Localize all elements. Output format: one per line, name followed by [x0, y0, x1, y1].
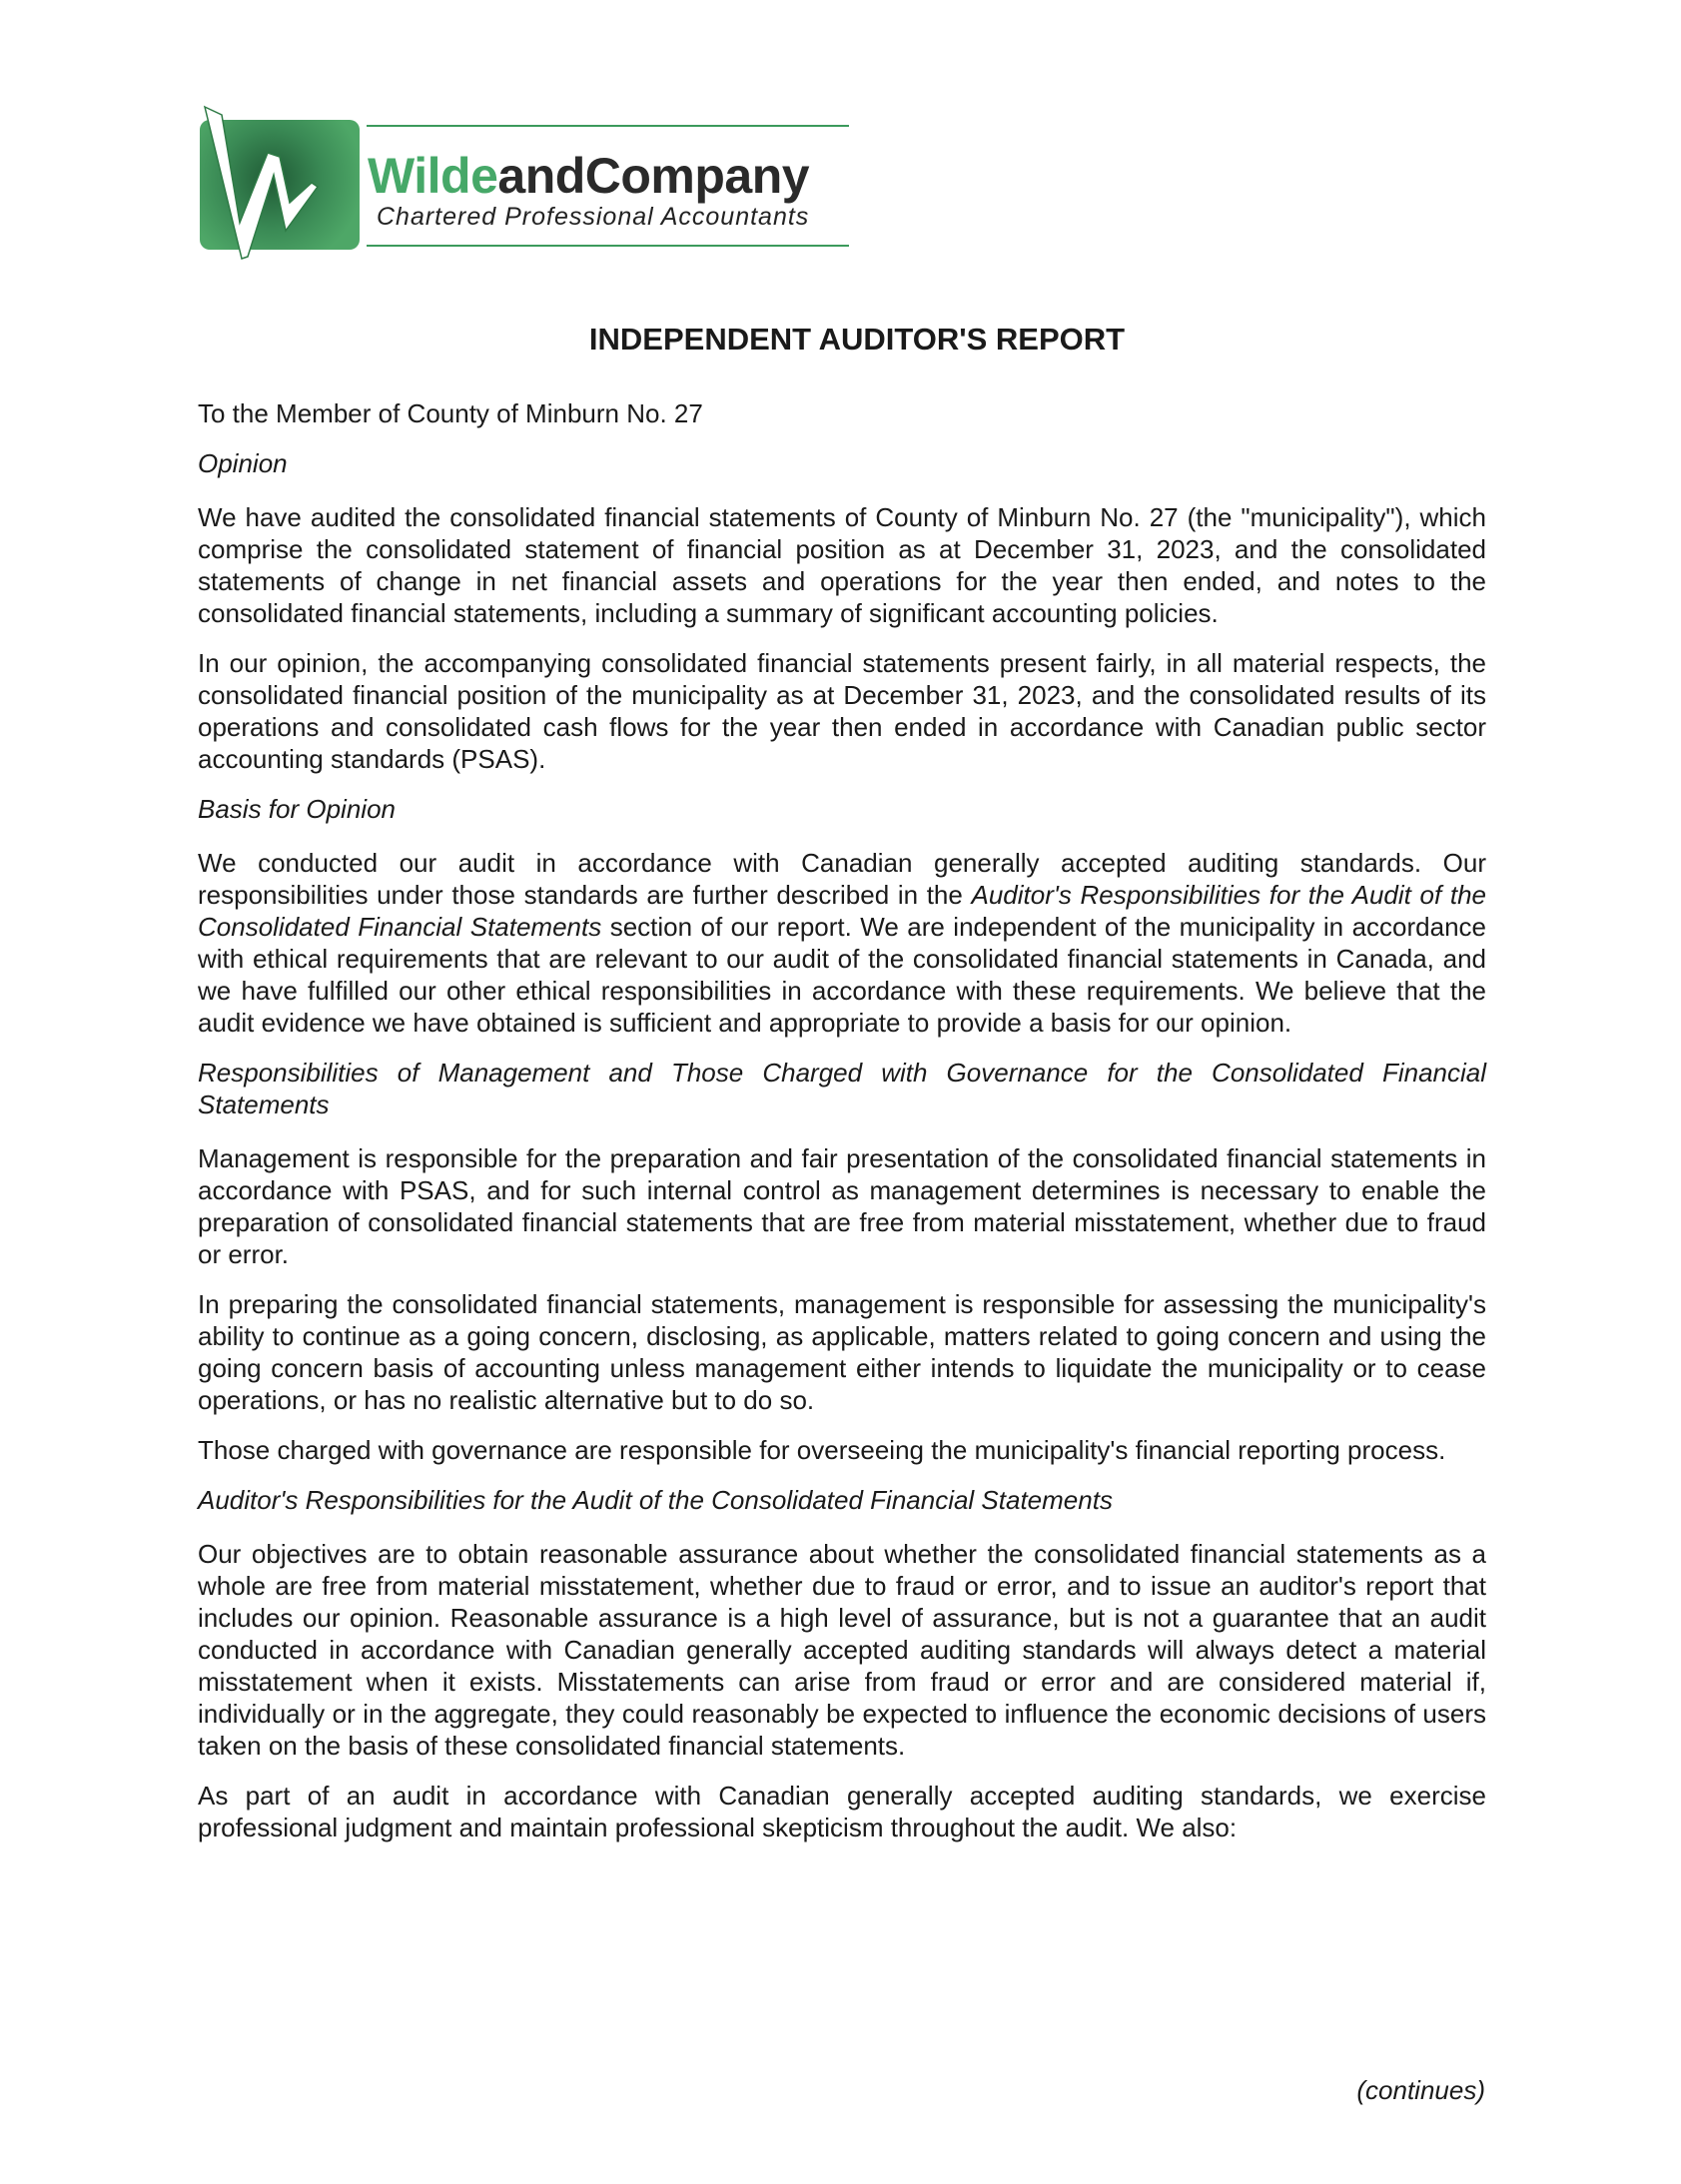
logo-subtitle: Chartered Professional Accountants [377, 203, 810, 231]
opinion-paragraph-1: We have audited the consolidated financial statements of County of Minburn No. 27 (the "municipality"), which comprise the consolidated statement of financial position as at December 31, 2023, and the consolidated statements of change in net financial assets and operations for the year then ended, and notes to the consolidated financial statements, including a summary of significant accounting policies. [198, 502, 1486, 628]
basis-text-italic: Auditor's Responsibilities for the Audit of the Consolidated Financial Statements [198, 880, 1486, 942]
addressee: To the Member of County of Minburn No. 27 [198, 398, 703, 428]
logo-name-wilde: Wilde [368, 148, 498, 204]
auditor-paragraph-2: As part of an audit in accordance with Canadian generally accepted auditing standards, we exercise professional judgment and maintain professional skepticism throughout the audit. We also: [198, 1781, 1486, 1842]
management-paragraph-2: In preparing the consolidated financial statements, management is responsible for assessing the municipality's ability to continue as a going concern, disclosing, as applicable, matters related to going concern and using the going concern basis of accounting unless management either intends to liquidate the municipality or to cease operations, or has no realistic alternative but to do so. [198, 1289, 1486, 1415]
auditor-paragraph-1: Our objectives are to obtain reasonable assurance about whether the consolidated financial statements as a whole are free from material misstatement, whether due to fraud or error, and to issue an auditor's report that includes our opinion. Reasonable assurance is a high level of assurance, but is not a guarantee that an audit conducted in accordance with Canadian generally accepted auditing standards will always detect a material misstatement when it exists. Misstatements can arise from fraud or error and are considered material if, individually or in the aggregate, they could reasonably be expected to influence the economic decisions of users taken on the basis of these consolidated financial statements. [198, 1539, 1486, 1761]
basis-text-a: We conducted our audit in accordance with Canadian generally accepted auditing standards. Our responsibilities under those standards are further described in the [198, 848, 1486, 910]
logo-name-company: andCompany [497, 148, 810, 204]
company-logo [200, 105, 859, 265]
management-paragraph-3: Those charged with governance are responsible for overseeing the municipality's financial reporting process. [198, 1435, 1446, 1465]
logo-bottom-rule [367, 245, 849, 247]
management-paragraph-1: Management is responsible for the preparation and fair presentation of the consolidated financial statements in accordance with PSAS, and for such internal control as management determines is necessary to enable the preparation of consolidated financial statements that are free from material misstatement, whether due to fraud or error. [198, 1143, 1486, 1269]
opinion-paragraph-2: In our opinion, the accompanying consolidated financial statements present fairly, in all material respects, the consolidated financial position of the municipality as at December 31, 2023, and the consolidated results of its operations and consolidated cash flows for the year then ended in accordance with Canadian public sector accounting standards (PSAS). [198, 648, 1486, 774]
continues-note: (continues) [1356, 2075, 1485, 2105]
auditor-heading: Auditor's Responsibilities for the Audit of the Consolidated Financial Statements [198, 1485, 1113, 1515]
management-heading: Responsibilities of Management and Those Charged with Governance for the Consolidated Financial Statements [198, 1058, 1486, 1119]
report-title: INDEPENDENT AUDITOR'S REPORT [588, 322, 1126, 357]
basis-heading: Basis for Opinion [198, 794, 396, 824]
opinion-heading: Opinion [198, 448, 288, 478]
report-body [198, 322, 1486, 1861]
logo-wordmark [368, 147, 809, 205]
basis-text-b: section of our report. We are independent of the municipality in accordance with ethical requirements that are relevant to our audit of the consolidated financial statements in Canada, and we have fulfilled our other ethical responsibilities in accordance with these requirements. We believe that the audit evidence we have obtained is sufficient and appropriate to provide a basis for our opinion. [198, 912, 1487, 1038]
logo-w-icon [200, 105, 380, 265]
basis-paragraph [198, 847, 1486, 1039]
logo-top-rule [367, 125, 849, 127]
